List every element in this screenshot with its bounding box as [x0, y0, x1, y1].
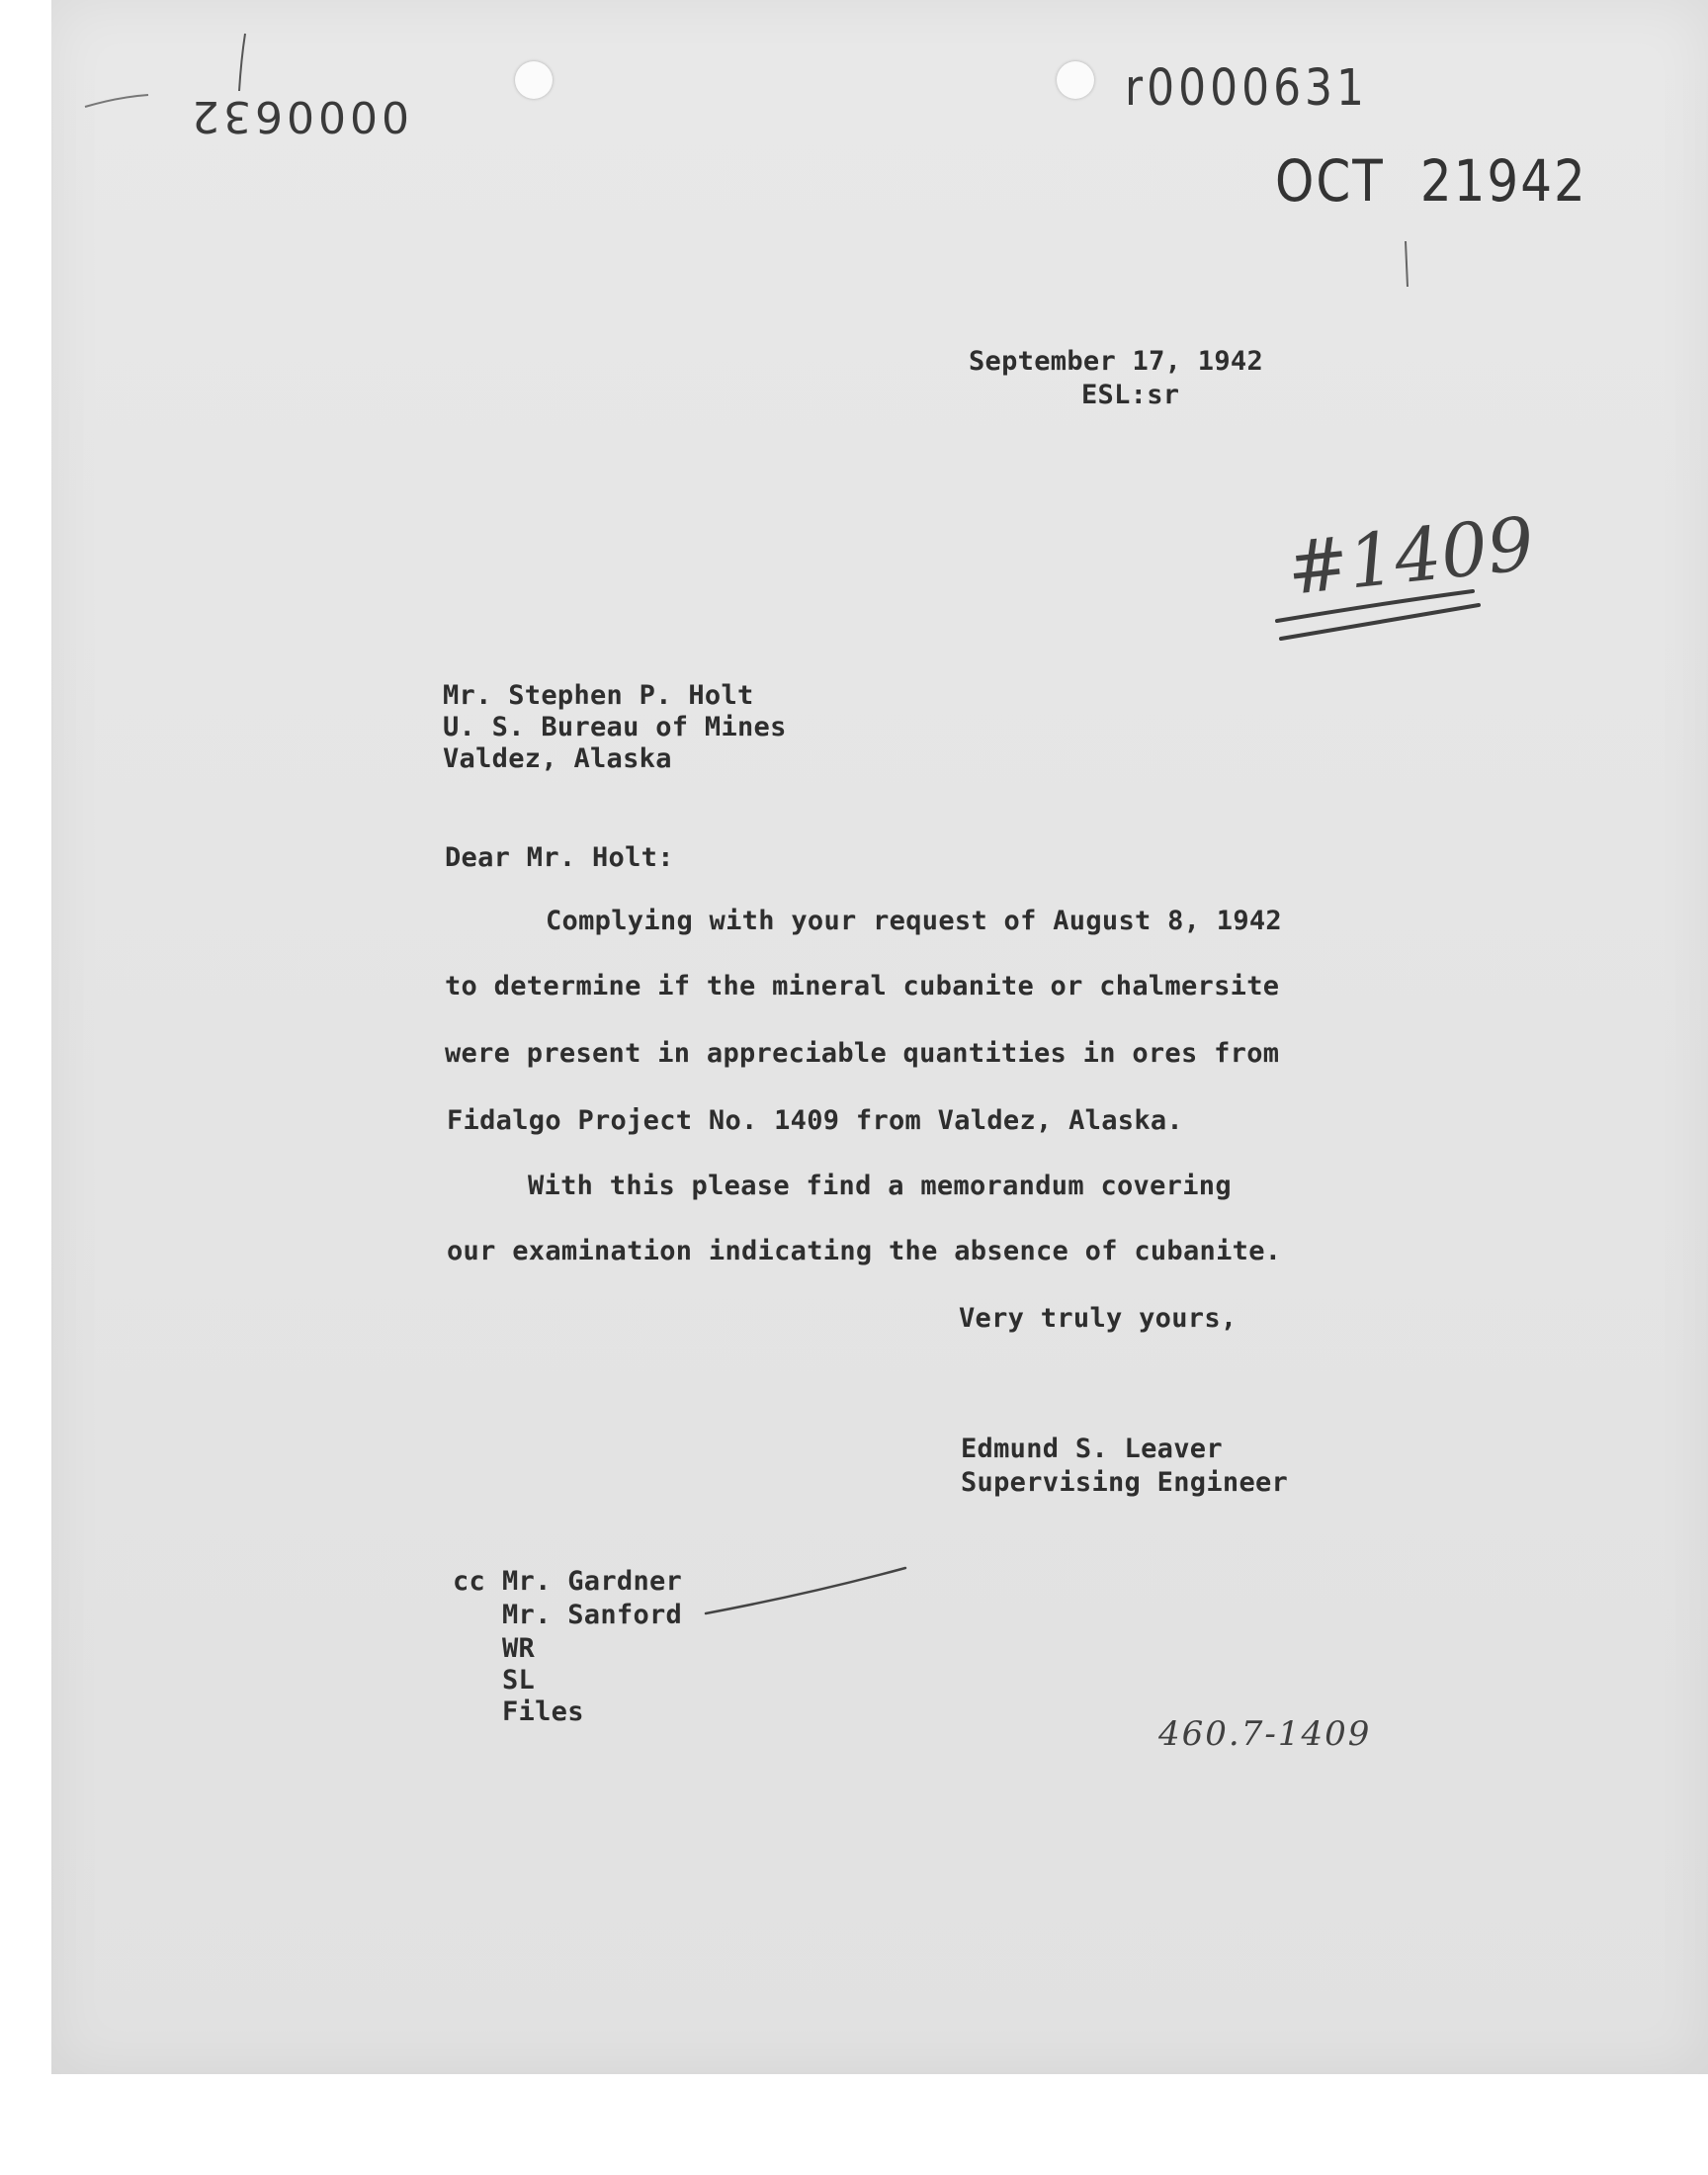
salutation: Dear Mr. Holt: [445, 842, 674, 873]
cc-entry: Mr. Sanford [502, 1600, 683, 1630]
recipient-location: Valdez, Alaska [443, 743, 672, 774]
handwritten-file-code: 460.7-1409 [1158, 1714, 1372, 1754]
cc-entry: WR [502, 1633, 536, 1664]
body-line-4: Fidalgo Project No. 1409 from Valdez, Alaska. [447, 1105, 1183, 1136]
stamp-day: 2 [1419, 148, 1454, 215]
cc-entry: Mr. Gardner [502, 1566, 683, 1597]
cc-entry: Files [502, 1696, 584, 1727]
body-line-2: to determine if the mineral cubanite or chalmersite [445, 971, 1280, 1001]
cc-label: cc [453, 1566, 486, 1597]
body-line-1: Complying with your request of August 8, 1942 [546, 906, 1282, 936]
pen-mark [85, 95, 148, 107]
underline-stroke [1281, 605, 1479, 639]
recipient-organization: U. S. Bureau of Mines [443, 712, 787, 742]
underline-stroke [1277, 591, 1473, 621]
cc-entry: SL [502, 1665, 536, 1696]
closing: Very truly yours, [959, 1303, 1238, 1334]
signer-name: Edmund S. Leaver [961, 1434, 1223, 1464]
handwritten-project-number: #1409 [1283, 501, 1539, 612]
signer-title: Supervising Engineer [961, 1467, 1289, 1498]
file-number-stamp: r0000631 [1125, 59, 1369, 118]
reference-initials: ESL:sr [1081, 380, 1180, 410]
pen-mark [1406, 241, 1408, 287]
body-line-5: With this please find a memorandum covering [528, 1171, 1232, 1201]
file-number-stamp-upside-down: 0000632 [188, 91, 409, 141]
recipient-name: Mr. Stephen P. Holt [443, 680, 754, 711]
letter-date: September 17, 1942 [969, 346, 1263, 377]
stamp-year: 1942 [1453, 148, 1587, 215]
body-line-6: our examination indicating the absence of cubanite. [447, 1236, 1282, 1266]
pen-mark [239, 34, 245, 91]
body-line-3: were present in appreciable quantities in ores from [445, 1038, 1280, 1069]
pen-check-stroke [706, 1568, 905, 1613]
stamp-month: OCT [1275, 148, 1385, 215]
